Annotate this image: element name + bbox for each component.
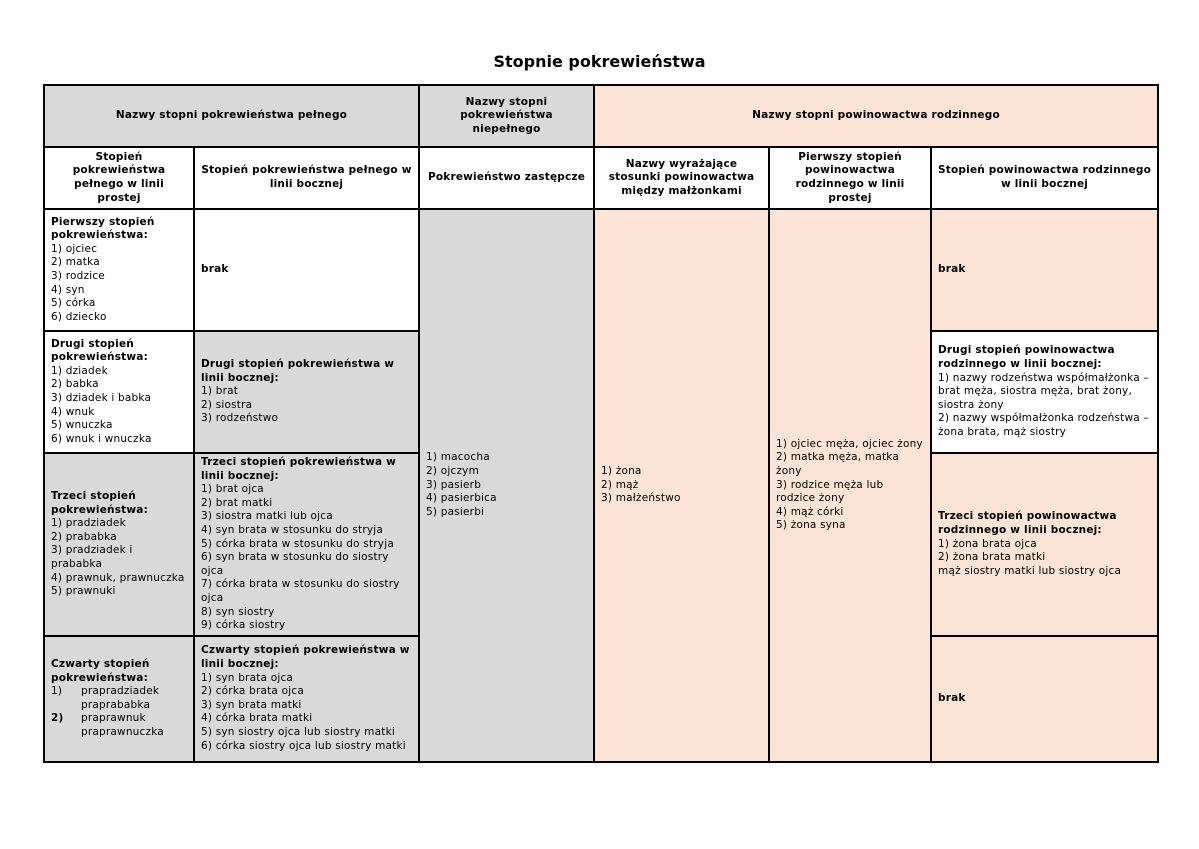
list-item: 5) prawnuki xyxy=(51,585,116,598)
cell-title: Trzeci stopień pokrewieństwa w linii bocznej: xyxy=(201,456,397,482)
list-item: 2) matka męża, matka żony xyxy=(776,451,899,477)
list-item: 4) córka brata matki xyxy=(201,712,313,725)
list-item: 2) brat matki xyxy=(201,496,273,509)
list-item: 1) dziadek xyxy=(51,364,108,377)
list-item: 7) córka brata w stosunku do siostry ojca xyxy=(201,578,400,604)
list-item xyxy=(51,712,187,739)
list-item: 4) pasierbica xyxy=(426,492,497,505)
fourth-degree-collateral-cell xyxy=(194,636,419,762)
list-item: 6) syn brata w stosunku do siostry ojca xyxy=(201,551,389,577)
list-item: 1) syn brata ojca xyxy=(201,671,294,684)
header-affinity-direct: Pierwszy stopień powinowactwa rodzinnego w linii prostej xyxy=(769,147,931,209)
list-item: 2) mąż xyxy=(601,478,639,491)
list-item: 3) rodzice xyxy=(51,270,105,282)
list-item: 3) dziadek i babka xyxy=(51,392,152,404)
list-item: 9) córka siostry xyxy=(201,619,286,632)
list-item: 1) żona xyxy=(601,464,642,477)
list-item: 2) babka xyxy=(51,378,99,391)
third-degree-collateral-cell xyxy=(194,453,419,636)
cell-title: Trzeci stopień powinowactwa rodzinnego w linii bocznej: xyxy=(938,510,1117,536)
third-degree-affinity-collateral-cell xyxy=(931,453,1158,636)
second-degree-collateral-cell xyxy=(194,331,419,453)
list-item: 5) wnuczka xyxy=(51,419,113,432)
header-affinity: Nazwy stopni powinowactwa rodzinnego xyxy=(594,85,1158,147)
list-item: 1) brat ojca xyxy=(201,483,264,496)
list-item: 2) żona brata matki xyxy=(938,551,1046,564)
list-item: 5) żona syna xyxy=(776,519,846,532)
list-item: 1) pradziadek xyxy=(51,517,126,530)
first-degree-direct-cell xyxy=(44,209,194,331)
first-degree-affinity-collateral-cell: brak xyxy=(931,209,1158,331)
list-number: 2) xyxy=(51,712,64,725)
list-item: 4) prawnuk, prawnuczka xyxy=(51,571,185,584)
list-item: 2) matka xyxy=(51,256,100,269)
header-direct-line: Stopień pokrewieństwa pełnego w linii prostej xyxy=(44,147,194,209)
cell-title: Pierwszy stopień pokrewieństwa: xyxy=(51,215,155,242)
cell-title: Czwarty stopień pokrewieństwa: xyxy=(51,657,150,684)
list-item: 1) brat xyxy=(201,385,239,398)
list-item: 3) rodzice męża lub rodzice żony xyxy=(776,478,884,505)
list-item: 1) żona brata ojca xyxy=(938,537,1037,550)
first-degree-collateral-cell: brak xyxy=(194,209,419,331)
list-item: 6) dziecko xyxy=(51,310,107,323)
list-item: 3) rodzeństwo xyxy=(201,412,279,425)
list-item: 4) wnuk xyxy=(51,405,95,418)
list-item: 2) prababka xyxy=(51,530,117,543)
list-item: 5) córka xyxy=(51,297,96,310)
cell-title: Drugi stopień pokrewieństwa: xyxy=(51,337,148,364)
affinity-direct-cell xyxy=(769,209,931,762)
fourth-degree-direct-cell xyxy=(44,636,194,762)
substitute-kinship-cell xyxy=(419,209,594,762)
cell-title: Czwarty stopień pokrewieństwa w linii bocznej: xyxy=(201,644,410,670)
list-item: 4) syn brata w stosunku do stryja xyxy=(201,523,384,536)
kinship-table xyxy=(43,84,1159,763)
list-item: 5) pasierbi xyxy=(426,505,485,518)
second-degree-affinity-collateral-cell xyxy=(931,331,1158,453)
cell-title: Drugi stopień pokrewieństwa w linii bocznej: xyxy=(201,358,395,384)
list-item: 5) córka brata w stosunku do stryja xyxy=(201,537,394,550)
third-degree-direct-cell xyxy=(44,453,194,636)
list-item: 3) małżeństwo xyxy=(601,492,681,505)
list-item: 4) syn xyxy=(51,283,85,296)
list-item: 4) mąż córki xyxy=(776,505,844,518)
list-number: 1) xyxy=(51,685,63,698)
list-item: 3) pradziadek i prababka xyxy=(51,544,133,570)
list-item: 3) syn brata matki xyxy=(201,698,302,711)
list-item: 5) syn siostry ojca lub siostry matki xyxy=(201,725,395,738)
fourth-degree-list xyxy=(51,685,187,739)
cell-title: Trzeci stopień pokrewieństwa: xyxy=(51,489,148,516)
list-item: 3) pasierb xyxy=(426,478,482,491)
header-collateral-line: Stopień pokrewieństwa pełnego w linii bocznej xyxy=(194,147,419,209)
list-item: 1) nazwy rodzeństwa współmałżonka – brat męża, siostra męża, brat żony, siostra żony xyxy=(938,371,1149,411)
list-item: 8) syn siostry xyxy=(201,605,275,618)
cell-title: Drugi stopień powinowactwa rodzinnego w linii bocznej: xyxy=(938,344,1115,371)
header-spouse-affinity: Nazwy wyrażające stosunki powinowactwa między małżonkami xyxy=(594,147,769,209)
list-item: 2) siostra xyxy=(201,398,253,411)
second-degree-direct-cell xyxy=(44,331,194,453)
header-full-kinship: Nazwy stopni pokrewieństwa pełnego xyxy=(44,85,419,147)
list-item: 2) ojczym xyxy=(426,464,479,477)
list-item: mąż siostry matki lub siostry ojca xyxy=(938,564,1122,577)
list-item: 1) ojciec męża, ojciec żony xyxy=(776,437,923,450)
list-item: 3) siostra matki lub ojca xyxy=(201,510,333,523)
spouse-affinity-cell xyxy=(594,209,769,762)
document-title: Stopnie pokrewieństwa xyxy=(493,52,706,71)
list-item: 1) macocha xyxy=(426,451,490,464)
list-text: praprawnuk praprawnuczka xyxy=(81,712,164,738)
header-substitute-kinship: Pokrewieństwo zastępcze xyxy=(419,147,594,209)
list-item xyxy=(51,685,187,712)
header-incomplete-kinship: Nazwy stopni pokrewieństwa niepełnego xyxy=(419,85,594,147)
list-item: 2) nazwy współmałżonka rodzeństwa – żona brata, mąż siostry xyxy=(938,412,1149,438)
list-item: 6) córka siostry ojca lub siostry matki xyxy=(201,739,406,752)
list-item: 2) córka brata ojca xyxy=(201,685,304,698)
fourth-degree-affinity-collateral-cell: brak xyxy=(931,636,1158,762)
list-text: prapradziadek praprababka xyxy=(81,685,160,711)
header-affinity-collateral: Stopień powinowactwa rodzinnego w linii bocznej xyxy=(931,147,1158,209)
list-item: 1) ojciec xyxy=(51,242,98,255)
list-item: 6) wnuk i wnuczka xyxy=(51,432,152,445)
